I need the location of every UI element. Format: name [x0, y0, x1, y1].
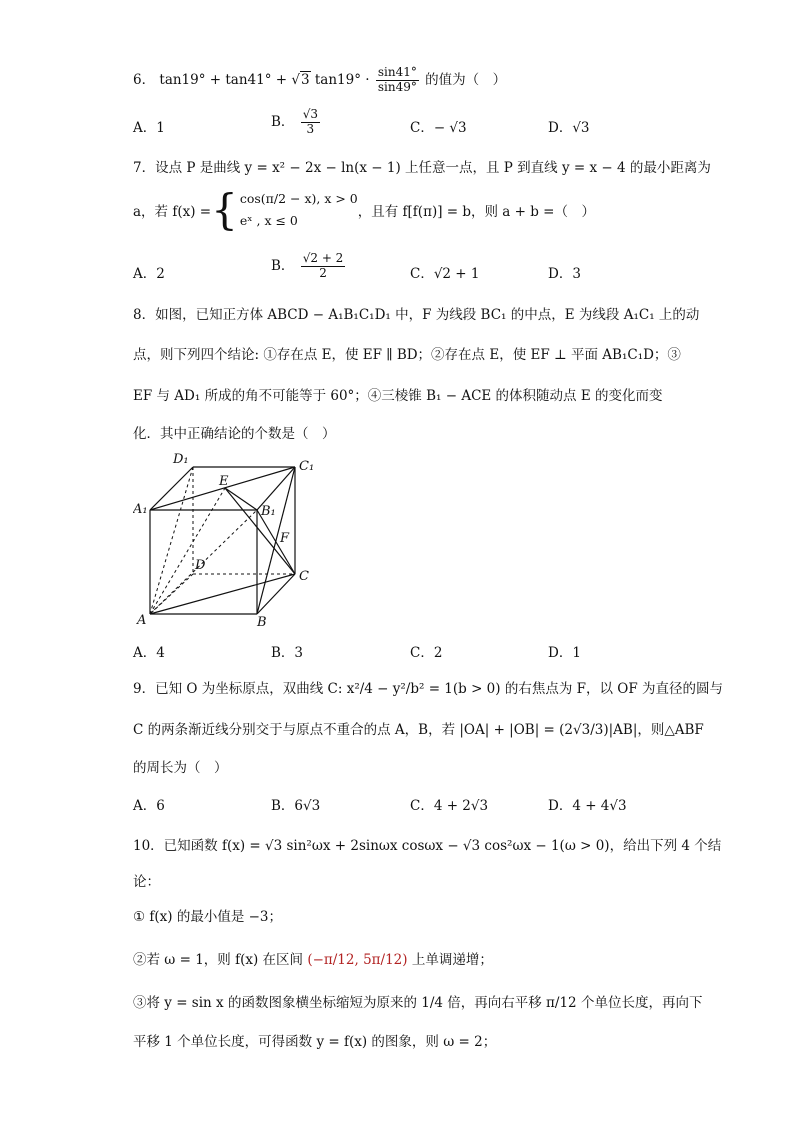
q8-option-b: B．3 [271, 645, 304, 661]
q7-brace: { [211, 185, 238, 234]
q9-option-d: D．4 + 4√3 [548, 798, 627, 814]
q8-line1: 8．如图，已知正方体 ABCD − A₁B₁C₁D₁ 中，F 为线段 BC₁ 的中点，E 为线段 A₁C₁ 上的动 [133, 307, 700, 323]
edge-ac [150, 574, 295, 614]
q10-line4-post: 上单调递增； [411, 952, 493, 968]
q9-option-c: C．4 + 2√3 [410, 798, 489, 814]
q9-line2: C 的两条渐近线分别交于与原点不重合的点 A，B，若 |OA| + |OB| = (2√3/3)|AB|，则△ABF [133, 722, 704, 738]
q7-option-d: D．3 [548, 266, 581, 282]
q7-line2 [133, 185, 595, 234]
q7-option-b [271, 252, 347, 281]
edge-eb1 [225, 488, 257, 510]
q7-option-b-frac [301, 252, 346, 281]
q7-line2-post: ，且有 f[f(π)] = b，则 a + b =（ ） [357, 204, 595, 220]
q10-line4 [133, 948, 493, 968]
q9-line3: 的周长为（ ） [133, 760, 228, 776]
q6-expr-b: tan19° · [314, 71, 374, 88]
q8-line2: 点，则下列四个结论: ①存在点 E，使 EF ∥ BD；②存在点 E，使 EF ⊥ 平面 AB₁C₁D；③ [133, 347, 681, 363]
label-b1: B₁ [261, 504, 276, 519]
q6-number: 6． [133, 71, 156, 88]
q6-frac-num: sin41° [377, 65, 417, 79]
label-c: C [299, 569, 309, 584]
q6-option-b-frac [301, 108, 320, 137]
q10-line6: 平移 1 个单位长度，可得函数 y = f(x) 的图象，则 ω = 2； [133, 1034, 497, 1050]
label-f: F [280, 531, 290, 546]
q9-option-a: A．6 [133, 798, 165, 814]
q6-option-b-den: 3 [306, 121, 315, 136]
q7-line2-pre: a，若 f(x) = [133, 204, 212, 220]
q10-line5: ③将 y = sin x 的函数图象横坐标缩短为原来的 1/4 倍，再向右平移 π/12 个单位长度，再向下 [133, 995, 703, 1011]
q10-line4-pre: ②若 ω = 1，则 f(x) 在区间 [133, 952, 304, 968]
q7-option-b-num: √2 + 2 [302, 251, 344, 265]
q6-stem: 6． tan19° + tan41° + √3 tan19° · $\frac{\sin 41^\circ}{\sin 49^\circ}$ 的值为（ ） [133, 65, 507, 94]
q8-option-c: C．2 [410, 645, 443, 661]
q6-option-b [271, 108, 322, 137]
q6-frac-den: sin49° [377, 79, 417, 94]
label-d: D [195, 558, 206, 573]
q10-line1: 10．已知函数 f(x) = √3 sin²ωx + 2sinωx cosωx − √3 cos²ωx − 1(ω > 0)，给出下列 4 个结 [133, 838, 722, 854]
q6-option-c: C．− √3 [410, 120, 467, 136]
q7-option-b-label: B． [271, 257, 295, 274]
q7-cases [240, 188, 358, 232]
q7-line1: 7．设点 P 是曲线 y = x² − 2x − ln(x − 1) 上任意一点，且 P 到直线 y = x − 4 的最小距离为 [133, 160, 711, 176]
label-c1: C₁ [299, 459, 315, 474]
label-b: B [257, 615, 267, 630]
label-a1: A₁ [133, 502, 148, 517]
q6-expr-a: tan19° + tan41° + [159, 71, 292, 88]
q10-interval: (−π/12, 5π/12) [307, 952, 408, 968]
q8-option-d: D．1 [548, 645, 581, 661]
q7-piecewise [133, 185, 595, 234]
q8-line4: 化．其中正确结论的个数是（ ） [133, 426, 336, 442]
cube-figure [133, 448, 323, 630]
q6-option-a: A．1 [133, 120, 165, 136]
q6-option-b-num: √3 [302, 107, 318, 121]
q6-option-b-label: B． [271, 113, 295, 130]
q6-fraction [376, 66, 419, 95]
q6-option-d: D．√3 [548, 120, 590, 136]
q6-tail: 的值为（ ） [425, 71, 507, 88]
q9-line1: 9．已知 O 为坐标原点，双曲线 C: x²/4 − y²/b² = 1(b > 0) 的右焦点为 F，以 OF 为直径的圆与 [133, 681, 724, 697]
label-e: E [219, 474, 229, 489]
q7-option-c: C．√2 + 1 [410, 266, 480, 282]
q10-line2: 论： [133, 874, 160, 890]
q6-sqrt3: 3 [300, 71, 310, 88]
q7-option-b-den: 2 [319, 265, 327, 280]
q7-case2: eˣ , x ≤ 0 [239, 213, 298, 228]
label-a: A [137, 613, 147, 628]
q9-option-b: B．6√3 [271, 798, 321, 814]
q8-option-a: A．4 [133, 645, 165, 661]
q8-line3: EF 与 AD₁ 所成的角不可能等于 60°；④三棱锥 B₁ − ACE 的体积随动点 E 的变化而变 [133, 388, 663, 404]
q10-line3: ① f(x) 的最小值是 −3； [133, 909, 283, 925]
q7-case1: cos(π/2 − x), x > 0 [239, 191, 358, 206]
label-d1: D₁ [173, 452, 189, 467]
q7-option-a: A．2 [133, 266, 165, 282]
